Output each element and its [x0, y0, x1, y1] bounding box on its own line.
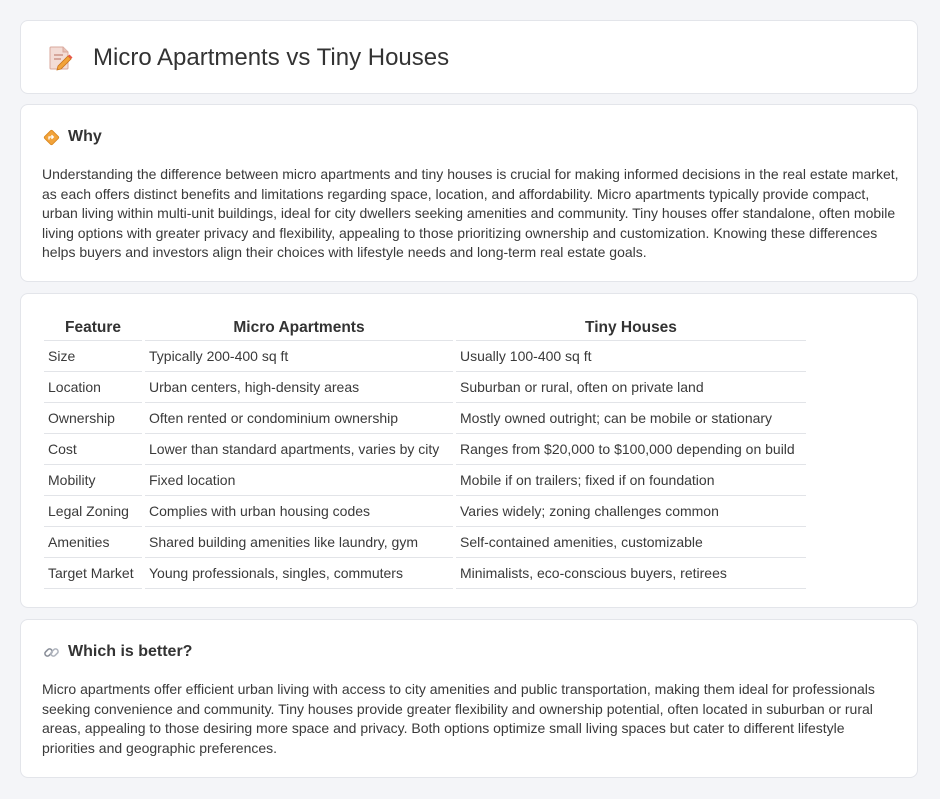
feature-cell: Mobility: [44, 465, 144, 496]
micro-cell: Complies with urban housing codes: [144, 496, 455, 527]
feature-cell: Location: [44, 372, 144, 403]
micro-cell: Urban centers, high-density areas: [144, 372, 455, 403]
which-is-better-section: [20, 619, 918, 778]
table-row: [44, 465, 806, 496]
better-title: Which is better?: [68, 643, 193, 660]
tiny-cell: Mostly owned outright; can be mobile or stationary: [455, 403, 807, 434]
table-header-row: [44, 314, 806, 341]
table-row: [44, 527, 806, 558]
feature-cell: Cost: [44, 434, 144, 465]
feature-cell: Target Market: [44, 558, 144, 589]
tiny-cell: Usually 100-400 sq ft: [455, 341, 807, 372]
tiny-cell: Minimalists, eco-conscious buyers, retirees: [455, 558, 807, 589]
micro-cell: Often rented or condominium ownership: [144, 403, 455, 434]
better-text: Micro apartments offer efficient urban living with access to city amenities and public transportation, making them ideal for professionals seeking convenience and community. Tiny houses provide greater flexibility and ownership potential, often located in suburban or rural areas, appealing to those desiring more space and privacy. Both options optimize small living spaces but cater to different lifestyle priorities and geographic preferences.: [42, 681, 875, 756]
feature-cell: Amenities: [44, 527, 144, 558]
tiny-cell: Mobile if on trailers; fixed if on foundation: [455, 465, 807, 496]
header-tiny-houses: Tiny Houses: [455, 314, 807, 341]
why-title: Why: [68, 128, 102, 145]
document-pencil-icon: [47, 44, 73, 72]
table-row: [44, 434, 806, 465]
micro-cell: Shared building amenities like laundry, gym: [144, 527, 455, 558]
feature-cell: Ownership: [44, 403, 144, 434]
better-heading-row: [43, 642, 192, 662]
table-row: [44, 496, 806, 527]
why-section: [20, 104, 918, 282]
tiny-cell: Self-contained amenities, customizable: [455, 527, 807, 558]
why-heading-row: [43, 127, 102, 147]
table-row: [44, 558, 806, 589]
link-icon: [43, 644, 60, 661]
tiny-cell: Ranges from $20,000 to $100,000 depending on build: [455, 434, 807, 465]
why-text: Understanding the difference between micro apartments and tiny houses is crucial for making informed decisions in the real estate market, as each offers distinct benefits and limitations regarding space, location, and affordability. Micro apartments typically provide compact, urban living within multi-unit buildings, ideal for city dwellers seeking amenities and community. Tiny houses offer standalone, often mobile living options with greater privacy and flexibility, appealing to those prioritizing ownership and customization. Knowing these differences helps buyers and investors align their choices with lifestyle needs and long-term real estate goals.: [42, 166, 899, 260]
comparison-table: [44, 314, 806, 589]
header-feature: Feature: [44, 314, 144, 341]
micro-cell: Typically 200-400 sq ft: [144, 341, 455, 372]
tiny-cell: Varies widely; zoning challenges common: [455, 496, 807, 527]
micro-cell: Fixed location: [144, 465, 455, 496]
table-row: [44, 372, 806, 403]
header-card: [20, 20, 918, 94]
feature-cell: Size: [44, 341, 144, 372]
comparison-section: [20, 293, 918, 608]
header-micro-apartments: Micro Apartments: [144, 314, 455, 341]
feature-cell: Legal Zoning: [44, 496, 144, 527]
micro-cell: Young professionals, singles, commuters: [144, 558, 455, 589]
tiny-cell: Suburban or rural, often on private land: [455, 372, 807, 403]
page-title: Micro Apartments vs Tiny Houses: [93, 44, 450, 71]
title-row: [47, 43, 449, 73]
table-row: [44, 403, 806, 434]
micro-cell: Lower than standard apartments, varies by city: [144, 434, 455, 465]
table-row: [44, 341, 806, 372]
road-sign-icon: [43, 129, 60, 146]
